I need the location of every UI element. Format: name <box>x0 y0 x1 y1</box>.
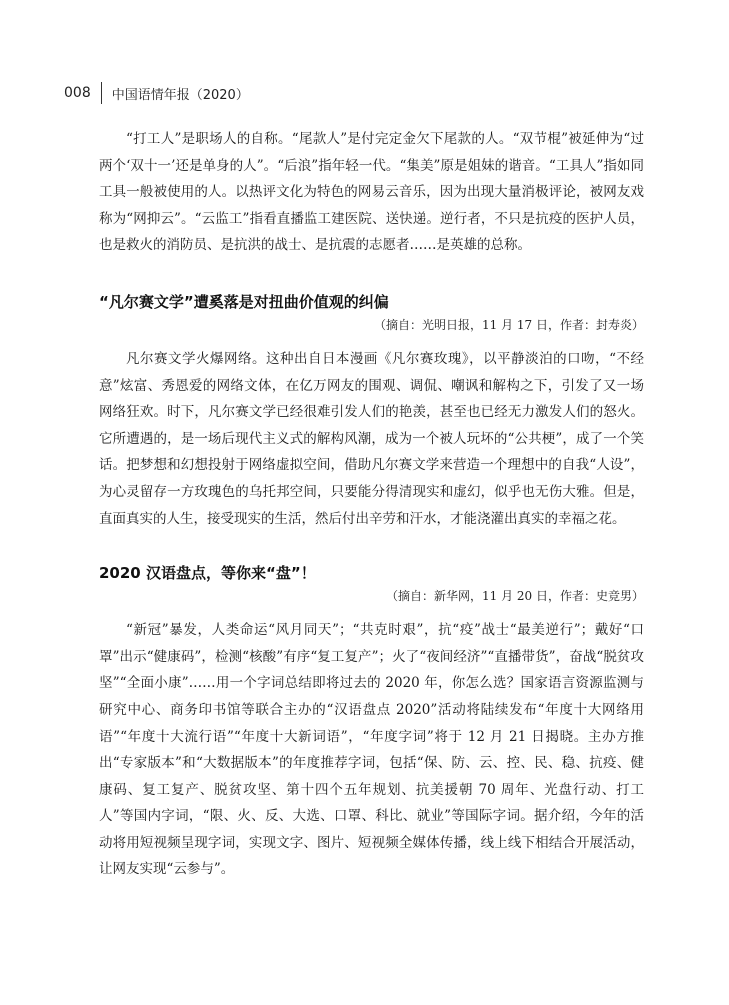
page-header <box>64 81 249 105</box>
article-title: 2020 汉语盘点，等你来“盘”！ <box>99 564 316 583</box>
body-paragraph: “新冠”暴发，人类命运“风月同天”；“共克时艰”，抗“疫”战士“最美逆行”；戴好“口罩”出示“健康码”，检测“核酸”有序“复工复产”；火了“夜间经济”“直播带货”，奋战“脱贫攻坚”“全面小康”……用一个字词总结即将过去的 2020 年，你怎么选？国家语言资源监测与研究中心、商务印书馆等联合主办的“汉语盘点 2020”活动将陆续发布“年度十大网络用语”“年度十大流行语”“年度十大新词语”，“年度字词”将于 12 月 21 日揭晓。主办方推出“专家版本”和“大数据版本”的年度推荐字词，包括“保、防、云、控、民、稳、抗疫、健康码、复工复产、脱贫攻坚、第十四个五年规划、抗美援朝 70 周年、光盘行动、打工人”等国内字词，“限、火、反、大选、口罩、科比、就业”等国际字词。据介绍，今年的活动将用短视频呈现字词，实现文字、图片、短视频全媒体传播，线上线下相结合开展活动，让网友实现“云参与”。 <box>99 622 644 878</box>
page-content <box>99 126 644 883</box>
article-title: “凡尔赛文学”遭奚落是对扭曲价值观的纠偏 <box>99 292 389 311</box>
body-paragraph: “打工人”是职场人的自称。“尾款人”是付完定金欠下尾款的人。“双节棍”被延伸为“过两个‘双十一’还是单身的人”。“后浪”指年轻一代。“集美”原是姐妹的谐音。“工具人”指如同工具一般被使用的人。以热评文化为特色的网易云音乐，因为出现大量消极评论，被网友戏称为“网抑云”。“云监工”指看直播监工建医院、送快递。逆行者，不只是抗疫的医护人员，也是救火的消防员、是抗洪的战士、是抗震的志愿者……是英雄的总称。 <box>99 131 644 254</box>
body-paragraph: 凡尔赛文学火爆网络。这种出自日本漫画《凡尔赛玫瑰》，以平静淡泊的口吻，“不经意”炫富、秀恩爱的网络文体，在亿万网友的围观、调侃、嘲讽和解构之下，引发了又一场网络狂欢。时下，凡尔赛文学已经很难引发人们的艳羡，甚至也已经无力激发人们的怒火。它所遭遇的，是一场后现代主义式的解构风潮，成为一个被人玩坏的“公共梗”，成了一个笑话。把梦想和幻想投射于网络虚拟空间，借助凡尔赛文学来营造一个理想中的自我“人设”，为心灵留存一方玫瑰色的乌托邦空间，只要能分得清现实和虚幻，似乎也无伤大雅。但是，直面真实的人生，接受现实的生活，然后付出辛劳和汗水，才能浇灌出真实的幸福之花。 <box>99 350 644 527</box>
page-number: 008 <box>64 85 91 101</box>
article-source: （摘自：光明日报，11 月 17 日，作者：封寿炎） <box>374 317 644 332</box>
running-title: 中国语情年报（2020） <box>111 87 249 103</box>
article-source: （摘自：新华网，11 月 20 日，作者：史竞男） <box>386 589 644 604</box>
header-divider <box>101 82 102 104</box>
